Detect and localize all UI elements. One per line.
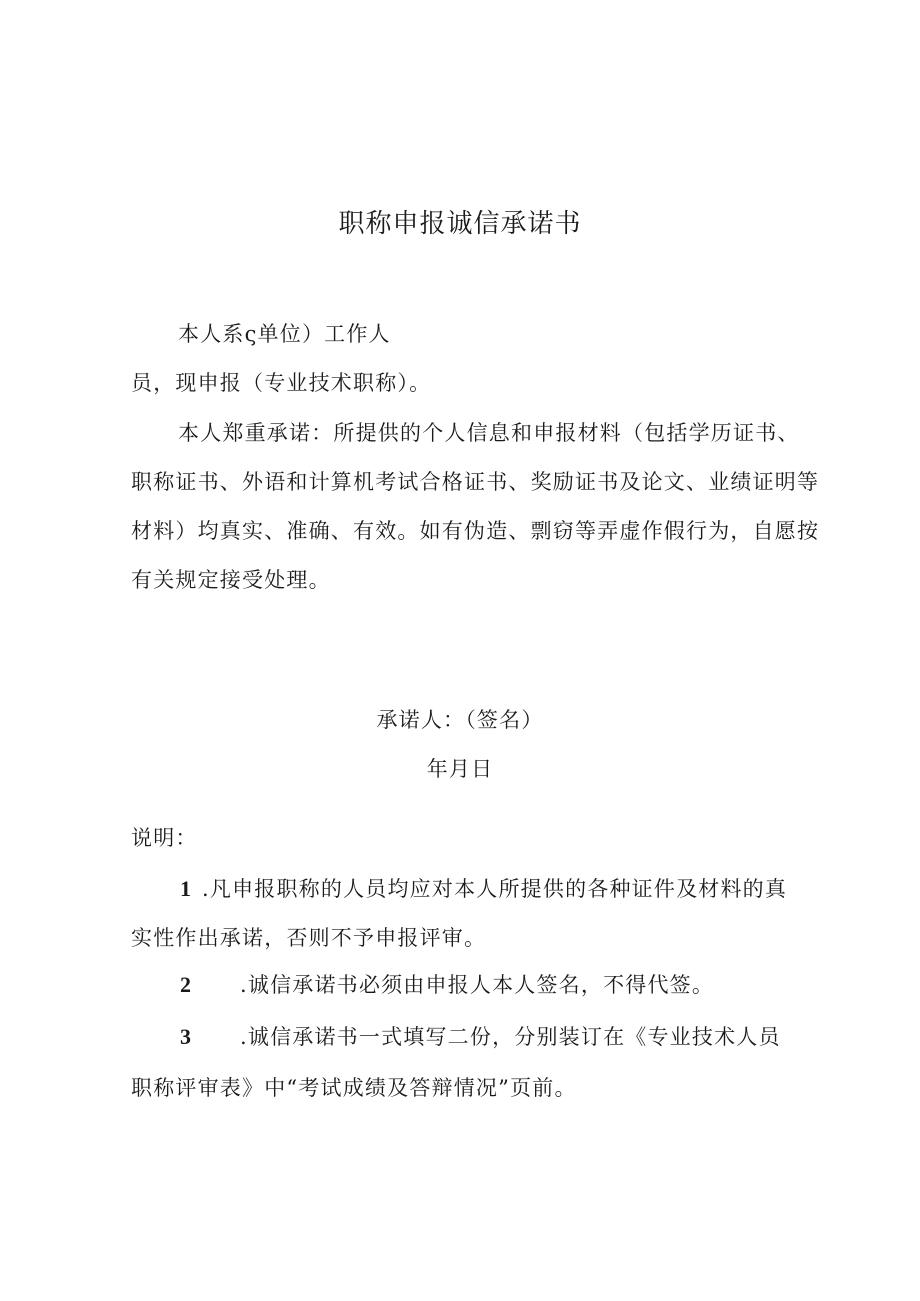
- notes-heading: 说明：: [131, 826, 198, 850]
- signature-label: 承诺人：（签名）: [376, 708, 544, 732]
- note-3-number: 3: [180, 1024, 193, 1049]
- note-2-number: 2: [180, 972, 193, 997]
- note-1-line-1: [180, 873, 787, 903]
- note-1-number: 1: [180, 876, 193, 901]
- intro-line-2: 员，现申报（专业技术职称）。: [131, 371, 432, 395]
- note-1-text: .凡申报职称的人员均应对本人所提供的各种证件及材料的真: [202, 877, 788, 901]
- date-label: 年月日: [426, 757, 494, 781]
- pledge-line-2: 职称证书、外语和计算机考试合格证书、奖励证书及论文、业绩证明等: [131, 470, 820, 494]
- intro-line-1: 本人系ς单位）工作人: [178, 322, 391, 346]
- note-1-line-2: 实性作出承诺，否则不予申报评审。: [131, 926, 487, 950]
- note-3-text: .诚信承诺书一式填写二份，分别装订在《专业技术人员: [240, 1025, 781, 1049]
- pledge-line-1: 本人郑重承诺：所提供的个人信息和申报材料（包括学历证书、: [178, 421, 800, 445]
- note-3-line-1: [180, 1021, 781, 1051]
- pledge-line-3: 材料）均真实、准确、有效。如有伪造、剽窃等弄虚作假行为，自愿按: [131, 519, 820, 543]
- document-title: 职称申报诚信承诺书: [338, 209, 582, 239]
- note-2-text: .诚信承诺书必须由申报人本人签名，不得代签。: [240, 973, 715, 997]
- pledge-line-4: 有关规定接受处理。: [131, 568, 331, 592]
- note-3-line-2: 职称评审表》中“考试成绩及答辩情况”页前。: [131, 1076, 577, 1100]
- note-2-line-1: [180, 969, 714, 999]
